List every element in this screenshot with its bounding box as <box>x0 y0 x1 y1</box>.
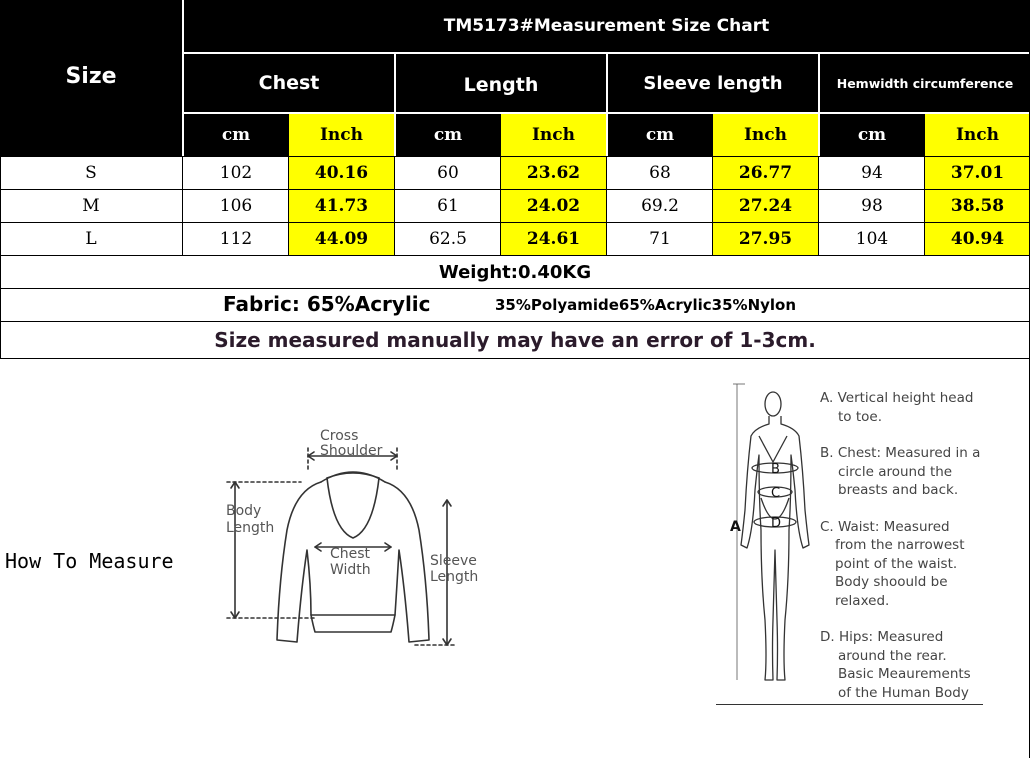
fabric-main: Fabric: 65%Acrylic <box>223 292 431 316</box>
sleeve-length-label-1: Sleeve <box>430 553 477 569</box>
column-sleeve-length <box>608 54 818 112</box>
column-chest-label: Chest <box>258 72 320 94</box>
chest-cm-cell: 106 <box>219 196 253 216</box>
chest-width-label-1: Chest <box>330 546 371 562</box>
chest-cm-cell: 112 <box>219 229 253 249</box>
size-header-label: Size <box>65 63 117 89</box>
how-to-measure-label: How To Measure <box>5 549 174 573</box>
sleeve-inch-cell: 27.24 <box>738 196 793 216</box>
size-cell: S <box>85 163 97 183</box>
note-c: C. Waist: Measured from the narrowest point of the waist. Body shoould be relaxed. <box>820 518 965 609</box>
note-a: A. Vertical height head to toe. <box>820 390 974 425</box>
body-letter-b: B <box>771 462 780 477</box>
unit-chest-cm: cm <box>221 125 251 145</box>
length-cm-cell: 62.5 <box>429 229 467 249</box>
error-note-band <box>1 322 1029 358</box>
length-cm-cell: 61 <box>437 196 459 216</box>
size-cell: M <box>82 196 100 216</box>
table-row <box>0 223 1030 255</box>
size-cell: L <box>85 229 97 249</box>
column-hemwidth <box>820 54 1030 112</box>
weight-band <box>1 256 1029 288</box>
note-b: B. Chest: Measured in a circle around the breasts and back. <box>820 445 981 498</box>
hem-cm-cell: 98 <box>861 196 883 216</box>
sleeve-inch-cell: 26.77 <box>738 163 793 183</box>
column-chest <box>184 54 394 112</box>
unit-hem-cm: cm <box>857 125 887 145</box>
sleeve-cm-cell: 69.2 <box>641 196 679 216</box>
chart-title-text: TM5173#Measurement Size Chart <box>443 16 770 36</box>
unit-sleeve-inch: Inch <box>713 114 818 156</box>
column-length-label: Length <box>463 74 539 96</box>
error-note: Size measured manually may have an error of 1-3cm. <box>214 328 816 352</box>
fabric-sub: 35%Polyamide65%Acrylic35%Nylon <box>495 296 797 314</box>
sleeve-cm-cell: 68 <box>649 163 671 183</box>
table-row <box>0 190 1030 222</box>
hem-inch-cell: 40.94 <box>950 229 1005 249</box>
column-length <box>396 54 606 112</box>
unit-sleeve-cm: cm <box>645 125 675 145</box>
hem-cm-cell: 94 <box>861 163 883 183</box>
body-letter-a: A <box>730 519 741 535</box>
cross-shoulder-label-1: Cross <box>320 428 359 444</box>
unit-length-inch: Inch <box>501 114 606 156</box>
length-inch-cell: 23.62 <box>526 163 581 183</box>
cross-shoulder-label-2: Shoulder <box>320 443 383 459</box>
sweater-diagram <box>215 420 490 660</box>
sleeve-inch-cell: 27.95 <box>738 229 793 249</box>
chart-title <box>183 0 1030 52</box>
unit-hem-inch: Inch <box>925 114 1030 156</box>
sleeve-length-label-2: Length <box>430 569 479 585</box>
size-header <box>0 0 182 156</box>
body-length-label-2: Length <box>226 520 275 536</box>
chest-inch-cell: 40.16 <box>314 163 369 183</box>
body-diagram <box>725 380 815 690</box>
weight-text: Weight:0.40KG <box>438 261 592 283</box>
unit-length-cm: cm <box>433 125 463 145</box>
chest-inch-cell: 41.73 <box>314 196 369 216</box>
table-row <box>0 157 1030 189</box>
measurement-notes <box>820 389 995 702</box>
hem-cm-cell: 104 <box>855 229 889 249</box>
length-inch-cell: 24.61 <box>526 229 581 249</box>
unit-chest-inch: Inch <box>289 114 394 156</box>
length-inch-cell: 24.02 <box>526 196 581 216</box>
body-letter-c: C <box>771 486 781 501</box>
chest-cm-cell: 102 <box>219 163 253 183</box>
sleeve-cm-cell: 71 <box>649 229 671 249</box>
chest-width-label-2: Width <box>330 562 371 578</box>
column-hemwidth-label: Hemwidth circumference <box>836 75 1014 91</box>
hem-inch-cell: 37.01 <box>950 163 1005 183</box>
length-cm-cell: 60 <box>437 163 459 183</box>
chest-inch-cell: 44.09 <box>314 229 369 249</box>
body-length-label-1: Body <box>226 503 262 519</box>
hem-inch-cell: 38.58 <box>950 196 1005 216</box>
fabric-band <box>1 289 1029 321</box>
notes-divider <box>716 704 983 705</box>
column-sleeve-length-label: Sleeve length <box>643 72 783 94</box>
body-letter-d: D <box>771 516 782 531</box>
note-d: D. Hips: Measured around the rear. Basic Meaurements of the Human Body <box>820 629 971 701</box>
